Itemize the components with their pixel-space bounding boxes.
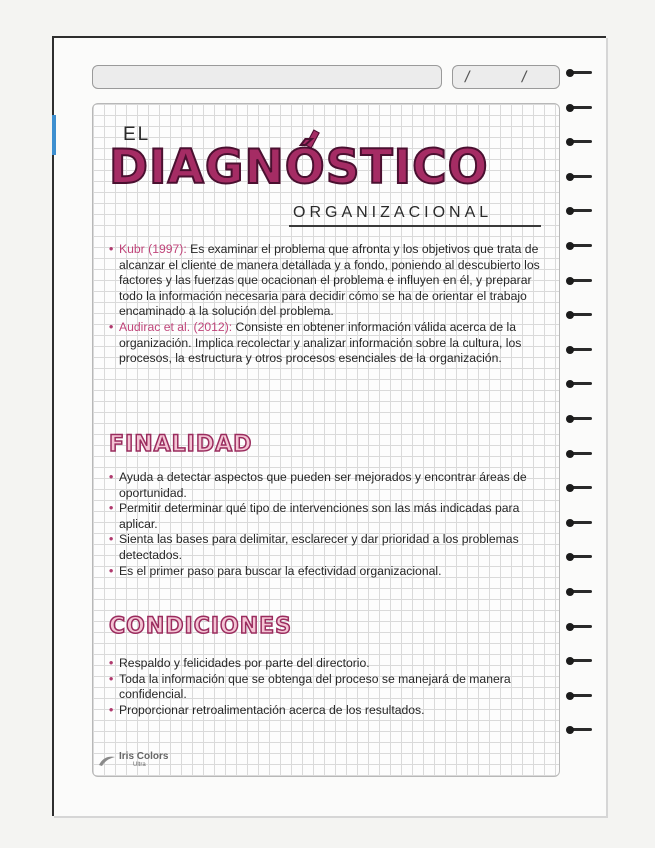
binding-ring xyxy=(566,276,592,286)
brand-name: Iris Colors xyxy=(119,751,169,762)
page-subtitle: ORGANIZACIONAL xyxy=(293,204,493,221)
page-marker-tab xyxy=(52,115,56,155)
binding-ring xyxy=(566,68,592,78)
definition-text: Consiste en obtener información válida acerca de la organización. Implica recolectar y analizar información sobre la cultura, los procesos, la estructura y otros procesos esenciales de la organización. xyxy=(119,319,522,366)
condiciones-heading: CONDICIONES xyxy=(109,614,293,639)
binding-ring xyxy=(566,379,592,389)
list-item: • Proporcionar retroalimentación acerca de los resultados. xyxy=(109,702,425,717)
date-text: / / xyxy=(463,69,549,85)
definition-source: Kubr (1997): xyxy=(119,242,187,256)
binding-ring xyxy=(566,137,592,147)
condiciones-list xyxy=(109,656,549,718)
subtitle-underline xyxy=(289,225,541,227)
definition-source: Audirac et al. (2012): xyxy=(119,319,233,334)
list-item: • Sienta las bases para delimitar, esclarecer y dar prioridad a los problemas detectados. xyxy=(109,532,519,562)
binding-ring xyxy=(566,206,592,216)
list-item: • Ayuda a detectar aspectos que pueden ser mejorados y encontrar áreas de oportunidad. xyxy=(109,470,527,500)
binding-ring xyxy=(566,345,592,355)
list-item: • Permitir determinar qué tipo de intervenciones son las más indicadas para aplicar. xyxy=(109,501,520,531)
binding-ring xyxy=(566,518,592,528)
list-item: • Toda la información que se obtenga del proceso se manejará de manera confidencial. xyxy=(109,671,511,702)
binding-ring xyxy=(566,310,592,320)
list-item: • Es el primer paso para buscar la efectividad organizacional. xyxy=(109,563,442,578)
definition-item: • Kubr (1997): Es examinar el problema que afronta y los objetivos que trata de alcanzar el cliente de manera detallada y a fondo, poniendo al descubierto los factores y las fuerzas que ocacionan el problema e influyen en él, y preparar todo la información necesaria para decidir cómo se ha de orientar el trabajo encaminado a la solución del problema. xyxy=(109,242,540,319)
title-prefix: EL xyxy=(123,124,151,145)
brand-swoosh-icon xyxy=(98,755,116,767)
binding-ring xyxy=(566,103,592,113)
page-title: DIAGNÓSTICO xyxy=(109,140,489,195)
definitions-list xyxy=(109,242,549,367)
list-item: • Respaldo y felicidades por parte del directorio. xyxy=(109,656,370,670)
binding-ring xyxy=(566,483,592,493)
binding-ring xyxy=(566,656,592,666)
finalidad-heading: FINALIDAD xyxy=(109,432,253,457)
binding-ring xyxy=(566,691,592,701)
binding-ring xyxy=(566,552,592,562)
grid-content-area xyxy=(92,103,560,777)
binding-ring xyxy=(566,725,592,735)
brand-line: Ultra xyxy=(133,762,146,768)
header-bar xyxy=(92,65,442,89)
spiral-binding xyxy=(566,68,606,768)
binding-ring xyxy=(566,241,592,251)
binding-ring xyxy=(566,587,592,597)
binding-ring xyxy=(566,449,592,459)
binding-ring xyxy=(566,414,592,424)
binding-ring xyxy=(566,172,592,182)
binding-ring xyxy=(566,622,592,632)
finalidad-list xyxy=(109,470,549,579)
brand-logo xyxy=(98,752,168,770)
date-box xyxy=(452,65,560,89)
definition-text: Es examinar el problema que afronta y los objetivos que trata de alcanzar el cliente de manera detallada y a fondo, poniendo al descubierto los factores y las fuerzas que ocacionan el problema e influyen en él, y preparar todo la información necesaria para decidir cómo se ha de orientar el trabajo encaminado a la solución del problema. xyxy=(119,242,540,319)
definition-item: • Audirac et al. (2012): Consiste en obtener información válida acerca de la organización. Implica recolectar y analizar información sobre la cultura, los procesos, la estructura y otros procesos esenciales de la organización. xyxy=(109,319,522,366)
